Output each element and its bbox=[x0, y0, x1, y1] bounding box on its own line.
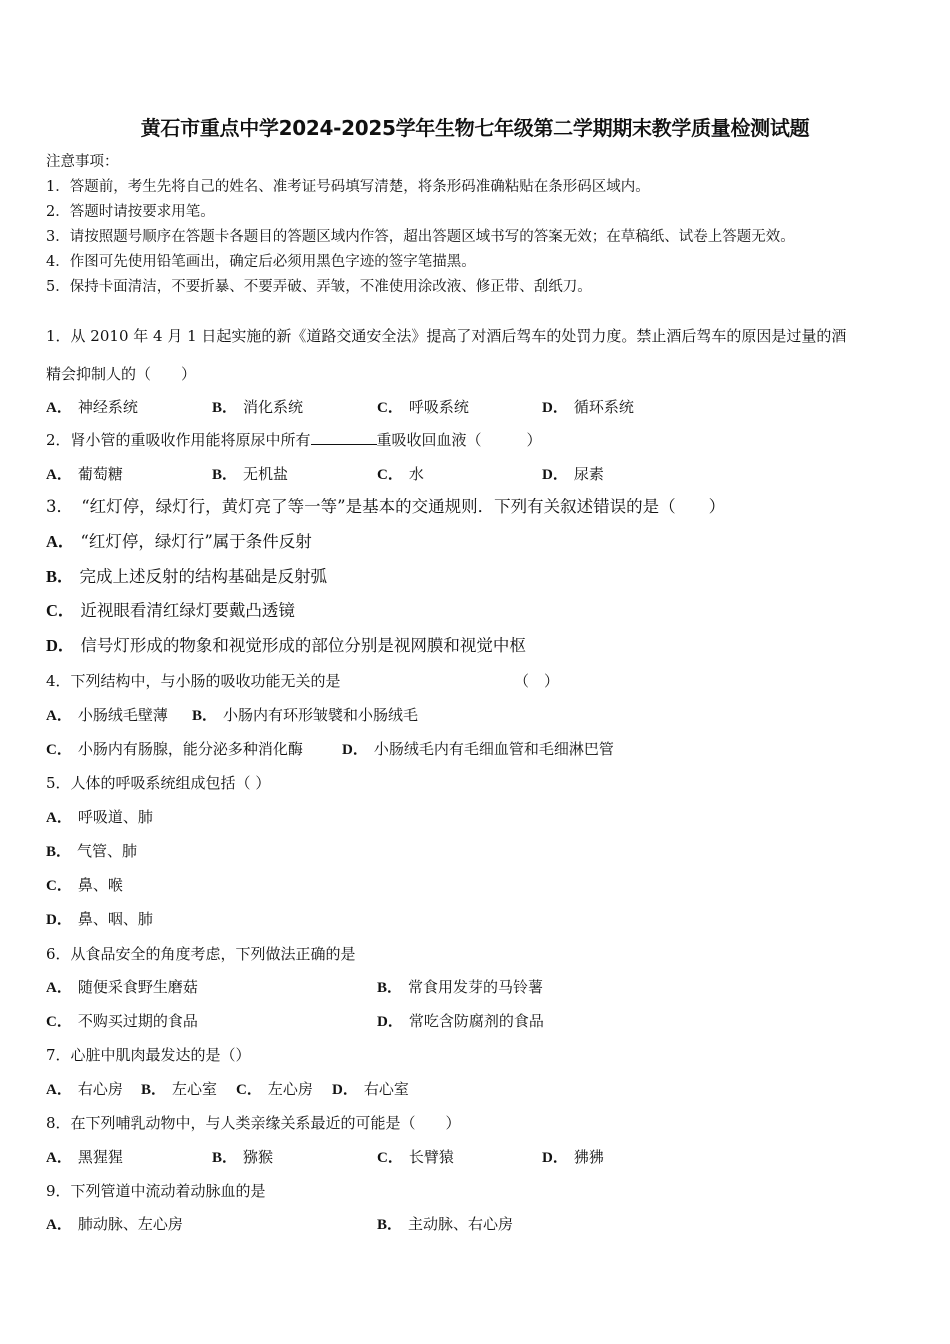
option-d: D． 循环系统 bbox=[542, 398, 634, 416]
option-d: D． 狒狒 bbox=[542, 1148, 604, 1166]
question-stem: 7．心脏中肌肉最发达的是（） bbox=[46, 1046, 251, 1064]
page-title: 黄石市重点中学2024-2025学年生物七年级第二学期期末教学质量检测试题 bbox=[140, 116, 810, 140]
option-b: B． 主动脉、右心房 bbox=[377, 1215, 514, 1233]
option-b: B． 无机盐 bbox=[212, 465, 289, 483]
answer-paren: （ ） bbox=[514, 672, 560, 690]
option-c: C． 不购买过期的食品 bbox=[46, 1012, 198, 1030]
option-a: A． 黑猩猩 bbox=[46, 1148, 123, 1166]
option-c: C． 小肠内有肠腺，能分泌多种消化酶 bbox=[46, 740, 303, 758]
option-a: A． 葡萄糖 bbox=[46, 465, 123, 483]
option-c: C． 近视眼看清红绿灯要戴凸透镜 bbox=[46, 601, 295, 620]
option-b: B． 消化系统 bbox=[212, 398, 304, 416]
question-stem: 1．从 2010 年 4 月 1 日起实施的新《道路交通安全法》提高了对酒后驾车的处罚力度。禁止酒后驾车的原因是过量的酒 bbox=[46, 327, 847, 345]
option-c: C． 呼吸系统 bbox=[377, 398, 469, 416]
question-stem: 4．下列结构中，与小肠的吸收功能无关的是 bbox=[46, 672, 341, 690]
option-d: D． 右心室 bbox=[332, 1080, 409, 1098]
option-c: C． 左心房 bbox=[236, 1080, 313, 1098]
option-a: A． 呼吸道、肺 bbox=[46, 808, 153, 826]
question-stem: 6．从食品安全的角度考虑，下列做法正确的是 bbox=[46, 945, 356, 963]
option-c: C． 鼻、喉 bbox=[46, 876, 123, 894]
question-stem-continued: 精会抑制人的（ ） bbox=[46, 365, 197, 383]
option-a: A． “红灯停，绿灯行”属于条件反射 bbox=[46, 532, 312, 551]
option-a: A． 小肠绒毛壁薄 bbox=[46, 706, 168, 724]
option-b: B． 气管、肺 bbox=[46, 842, 138, 860]
note-item: 1．答题前，考生先将自己的姓名、准考证号码填写清楚，将条形码准确粘贴在条形码区域内。 bbox=[46, 179, 650, 195]
note-item: 2．答题时请按要求用笔。 bbox=[46, 204, 215, 220]
question-stem: 8．在下列哺乳动物中，与人类亲缘关系最近的可能是（ ） bbox=[46, 1114, 461, 1132]
option-c: C． 水 bbox=[377, 465, 424, 483]
option-a: A． 右心房 bbox=[46, 1080, 123, 1098]
notes-heading: 注意事项： bbox=[46, 154, 119, 170]
option-d: D． 尿素 bbox=[542, 465, 604, 483]
option-a: A． 随便采食野生磨菇 bbox=[46, 978, 198, 996]
option-b: B． 小肠内有环形皱襞和小肠绒毛 bbox=[192, 706, 419, 724]
answer-blank bbox=[311, 430, 377, 445]
option-a: A． 神经系统 bbox=[46, 398, 138, 416]
option-b: B． 左心室 bbox=[141, 1080, 218, 1098]
question-stem: 3． “红灯停，绿灯行，黄灯亮了等一等”是基本的交通规则．下列有关叙述错误的是（ ） bbox=[46, 497, 726, 516]
note-item: 5．保持卡面清洁，不要折暴、不要弄破、弄皱，不准使用涂改液、修正带、刮纸刀。 bbox=[46, 279, 592, 295]
option-b: B． 完成上述反射的结构基础是反射弧 bbox=[46, 567, 328, 586]
option-d: D． 信号灯形成的物象和视觉形成的部位分别是视网膜和视觉中枢 bbox=[46, 636, 526, 655]
option-b: B． 常食用发芽的马铃薯 bbox=[377, 978, 544, 996]
option-d: D． 小肠绒毛内有毛细血管和毛细淋巴管 bbox=[342, 740, 614, 758]
note-item: 4．作图可先使用铅笔画出，确定后必须用黑色字迹的签字笔描黑。 bbox=[46, 254, 476, 270]
option-c: C． 长臂猿 bbox=[377, 1148, 454, 1166]
option-d: D． 鼻、咽、肺 bbox=[46, 910, 153, 928]
option-d: D． 常吃含防腐剂的食品 bbox=[377, 1012, 544, 1030]
note-item: 3．请按照题号顺序在答题卡各题目的答题区域内作答，超出答题区域书写的答案无效；在草稿纸、试卷上答题无效。 bbox=[46, 229, 795, 245]
question-stem: 2．肾小管的重吸收作用能将原尿中所有 重吸收回血液（ ） bbox=[46, 431, 542, 449]
question-stem: 9．下列管道中流动着动脉血的是 bbox=[46, 1182, 266, 1200]
question-stem: 5．人体的呼吸系统组成包括（ ） bbox=[46, 774, 271, 792]
option-b: B． 猕猴 bbox=[212, 1148, 274, 1166]
option-a: A． 肺动脉、左心房 bbox=[46, 1215, 183, 1233]
